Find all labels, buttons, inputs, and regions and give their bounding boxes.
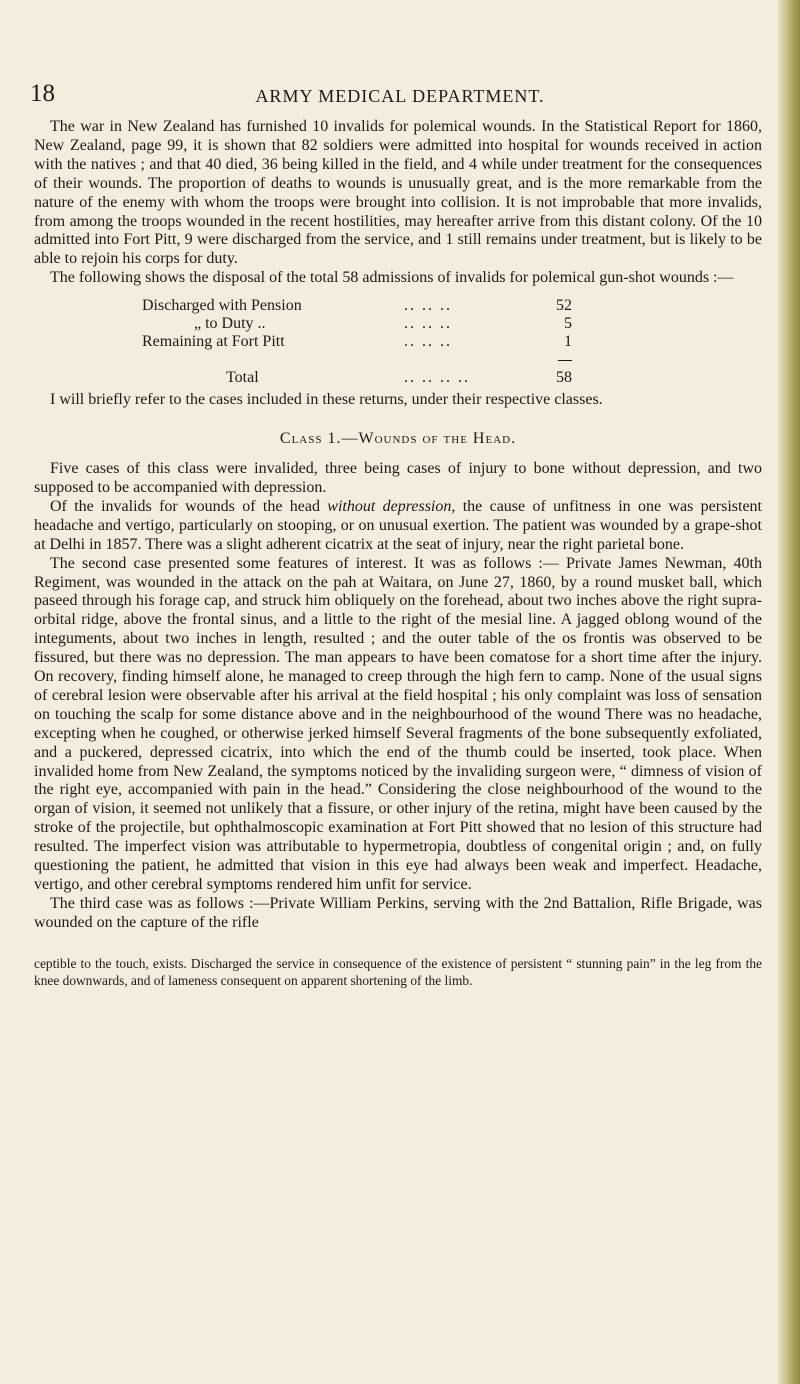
paragraph-class-summary: Five cases of this class were invalided, three being cases of injury to bone without depression, and two supposed to be accompanied with depression. xyxy=(34,460,762,496)
section-heading: Class 1.—Wounds of the Head. xyxy=(279,430,517,448)
paragraph-new-zealand-war: The war in New Zealand has furnished 10 invalids for polemical wounds. In the Statistical Report for 1860, New Zealand, page 99, it is shown that 82 soldiers were admitted into hospital for wounds received in action with the natives ; and that 40 died, 36 being killed in the field, and 4 while under treatment for the consequences of their wounds. The proportion of deaths to wounds is unusually great, and is the more remarkable from the nature of the enemy with whom the troops were brought into collision. It is not improbable that more invalids, from among the troops wounded in the recent hostilities, may hereafter arrive from this distant colony. Of the 10 admitted into Fort Pitt, 9 were discharged from the service, and 1 still remains under treatment, but is likely to be able to rejoin his corps for duty. xyxy=(34,118,762,268)
row-value: 1 xyxy=(564,333,572,351)
page-edge-binding xyxy=(778,0,800,1384)
total-rule-row xyxy=(142,351,572,369)
body-text xyxy=(34,118,762,989)
text-run: the cause of unfitness in one was persistent headache and vertigo, particularly on stooping, or on unusual exertion. The patient was wounded by a grape-shot at Delhi in 1857. There was a slight adherent cicatrix at the seat of injury, near the right parietal bone. xyxy=(34,497,762,553)
leader-dots: .. .. .. xyxy=(404,315,452,333)
table-row xyxy=(142,333,572,351)
leader-dots: .. .. .. xyxy=(404,297,452,315)
table-total-row xyxy=(142,369,572,387)
leader-dots: .. .. .. xyxy=(404,333,452,351)
paragraph-first-case xyxy=(34,498,762,555)
row-label: Discharged with Pension xyxy=(142,297,302,315)
disposal-table xyxy=(34,297,762,387)
table-row xyxy=(142,297,572,315)
row-value: 5 xyxy=(564,315,572,333)
row-value: 52 xyxy=(556,297,572,315)
leader-dots: .. .. .. .. xyxy=(404,369,470,387)
italic-phrase: without depression, xyxy=(327,497,456,515)
page-number: 18 xyxy=(30,80,55,107)
paragraph-third-case: The third case was as follows :—Private William Perkins, serving with the 2nd Battalion, Rifle Brigade, was wounded on the capture of the rifle xyxy=(34,894,762,931)
paragraph-second-case: The second case presented some features of interest. It was as follows :— Private James Newman, 40th Regiment, was wounded in the attack on the pah at Waitara, on June 27, 1860, by a round musket ball, which paseed through his forage cap, and struck him obliquely on the forehead, about two inches above the right supra-orbital ridge, above the frontal sinus, and a little to the right of the mesial line. A jagged oblong wound of the integuments, about two inches in length, resulted ; and the outer table of the os frontis was observed to be fissured, but there was no depression. The man appears to have been comatose for a short time after the injury. On recovery, finding himself alone, he managed to creep through the high fern to camp. None of the usual signs of cerebral lesion were observable after his arrival at the field hospital ; his only complaint was loss of sensation on touching the scalp for some distance above and in the neighbourhood of the wound There was no headache, excepting when he coughed, or otherwise jerked himself Several fragments of the bone subsequently exfoliated, and a puckered, depressed cicatrix, into which the end of the thumb could be inserted, took place. When invalided home from New Zealand, the symptoms noticed by the invaliding surgeon were, “ dimness of vision of the right eye, accompanied with pain in the head.” Considering the close neighbourhood of the wound to the organ of vision, it seemed not unlikely that a fissure, or other injury of the retina, might have been caused by the stroke of the projectile, but ophthalmoscopic examination at Fort Pitt showed that no lesion of this structure had resulted. The imperfect vision was attributable to hypermetropia, doubtless of congenital origin ; and, on fully questioning the patient, he admitted that vision in this eye had always been weak and imperfect. Headache, vertigo, and other cerebral symptoms rendered him unfit for service. xyxy=(34,554,762,893)
footnote-text: ceptible to the touch, exists. Discharged the service in consequence of the existence of persistent “ stunning pain” in the leg from the knee downwards, and of lameness consequent on apparent shortening of the limb. xyxy=(34,955,762,988)
sum-rule xyxy=(558,360,572,361)
table-row xyxy=(142,315,572,333)
text-run: Of the invalids for wounds of the head xyxy=(50,497,328,515)
row-label: Remaining at Fort Pitt xyxy=(142,333,285,351)
page-header xyxy=(30,80,770,110)
footnote xyxy=(34,955,762,989)
row-label: „ to Duty .. xyxy=(194,315,266,333)
paragraph-classes-intro: I will briefly refer to the cases included in these returns, under their respective classes. xyxy=(50,391,603,409)
paragraph-disposal-intro: The following shows the disposal of the total 58 admissions of invalids for polemical gun-shot wounds :— xyxy=(50,269,734,287)
total-label: Total xyxy=(226,369,259,387)
total-value: 58 xyxy=(556,369,572,387)
running-title: ARMY MEDICAL DEPARTMENT. xyxy=(255,86,545,106)
